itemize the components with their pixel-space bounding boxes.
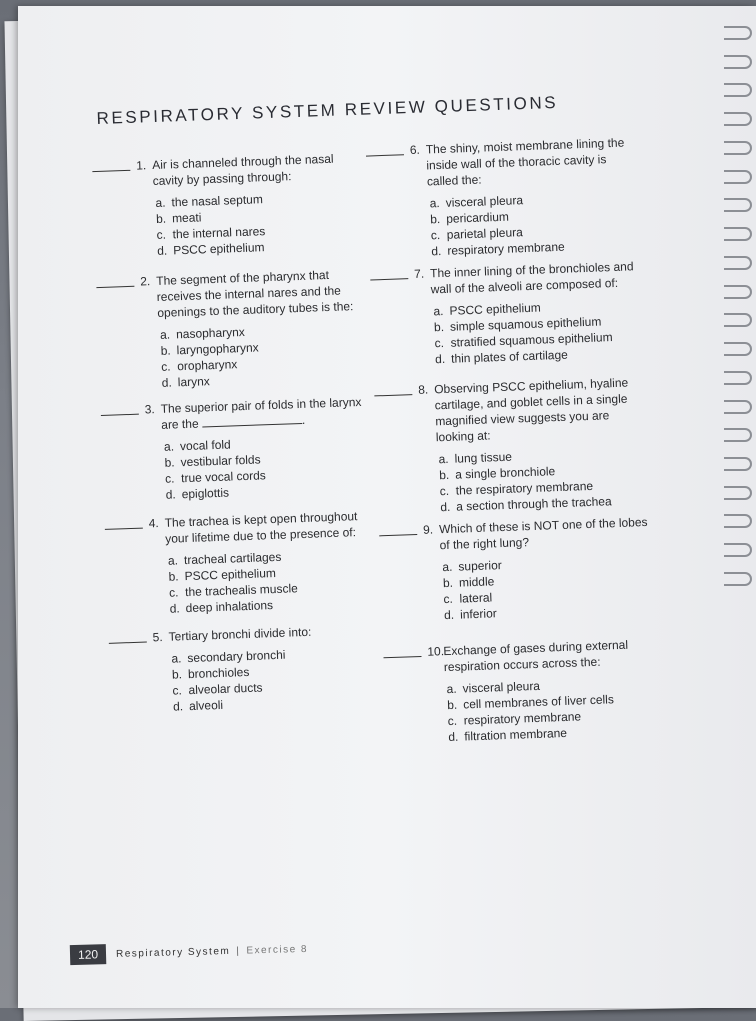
question-1: 1. Air is channeled through the nasal cavity by passing through: a. the nasal septum b. meati c. the internal nares d. PSCC epithelium xyxy=(92,150,365,261)
option-1d: d. PSCC epithelium xyxy=(156,240,265,258)
option-3a: a. vocal fold xyxy=(163,437,231,454)
option-6c: c. parietal pleura xyxy=(430,225,524,243)
option-7c: c. stratified squamous epithelium xyxy=(434,330,613,351)
option-5d: d. alveoli xyxy=(172,697,224,714)
page-title: RESPIRATORY SYSTEM REVIEW QUESTIONS xyxy=(96,92,559,128)
option-6d: d. respiratory membrane xyxy=(431,239,565,259)
question-9: 9. Which of these is NOT one of the lobes of the right lung? a. superior b. middle c. lateral d. inferior xyxy=(379,514,652,625)
answer-blank-9[interactable] xyxy=(379,522,417,536)
page-number: 120 xyxy=(70,944,107,965)
option-6b: b. pericardium xyxy=(430,209,510,227)
option-9b: b. middle xyxy=(442,574,495,591)
question-7: 7. The inner lining of the bronchioles and wall of the alveoli are composed of: a. PSCC epithelium b. simple squamous epithelium c. stratified squamous epithelium d. thin plates of cartilage xyxy=(370,258,643,369)
option-4a: a. tracheal cartilages xyxy=(167,549,282,568)
answer-blank-5[interactable] xyxy=(108,630,146,644)
option-3c: c. true vocal cords xyxy=(164,468,267,486)
answer-blank-2[interactable] xyxy=(96,274,134,288)
fill-in-blank-3[interactable] xyxy=(202,413,302,427)
option-4c: c. the trachealis muscle xyxy=(168,581,299,600)
option-3b: b. vestibular folds xyxy=(164,452,261,470)
option-10c: c. respiratory membrane xyxy=(447,709,582,729)
answer-blank-1[interactable] xyxy=(92,158,130,172)
footer-section: Respiratory System xyxy=(115,945,231,960)
answer-blank-7[interactable] xyxy=(370,266,408,280)
option-8a: a. lung tissue xyxy=(438,449,513,467)
option-10d: d. filtration membrane xyxy=(448,725,568,745)
option-2b: b. laryngopharynx xyxy=(160,340,259,358)
option-2d: d. larynx xyxy=(161,374,211,390)
answer-blank-8[interactable] xyxy=(374,382,412,396)
option-9a: a. superior xyxy=(442,558,502,575)
option-7d: d. thin plates of cartilage xyxy=(434,347,569,367)
right-column xyxy=(366,134,648,745)
option-2a: a. nasopharynx xyxy=(159,324,246,342)
option-10a: a. visceral pleura xyxy=(446,678,541,697)
option-5a: a. secondary bronchi xyxy=(171,647,286,666)
question-6: 6. The shiny, moist membrane lining the inside wall of the thoracic cavity is called the: a. visceral pleura b. pericardium c. parietal pleura d. respiratory membrane xyxy=(366,134,640,261)
option-1a: a. the nasal septum xyxy=(155,192,264,210)
option-4b: b. PSCC epithelium xyxy=(168,565,277,584)
option-4d: d. deep inhalations xyxy=(169,598,274,616)
option-3d: d. epiglottis xyxy=(165,485,230,502)
question-5: 5. Tertiary bronchi divide into: a. secondary bronchi b. bronchioles c. alveolar ducts d. alveoli xyxy=(108,621,381,716)
option-7b: b. simple squamous epithelium xyxy=(433,314,602,335)
option-5b: b. bronchioles xyxy=(171,664,250,682)
question-3: 3. The superior pair of folds in the larynx are the . a. vocal fold b. vestibular folds c. true vocal cords d. epiglottis xyxy=(100,394,373,505)
option-6a: a. visceral pleura xyxy=(429,193,524,211)
option-9c: c. lateral xyxy=(443,590,493,607)
option-7a: a. PSCC epithelium xyxy=(433,300,542,319)
question-8: 8. Observing PSCC epithelium, hyaline cartilage, and goblet cells in a single magnified view suggests you are looking at: a. lung tissue b. a single bronchiole c. the respiratory membrane d. a section through the trachea xyxy=(374,374,649,517)
answer-blank-3[interactable] xyxy=(100,402,138,416)
footer-separator: | xyxy=(236,945,241,957)
option-9d: d. inferior xyxy=(443,606,497,623)
footer-exercise: Exercise 8 xyxy=(246,943,309,956)
question-2: 2. The segment of the pharynx that receives the internal nares and the openings to the auditory tubes is the: a. nasopharynx b. laryngopharynx c. oropharynx d. larynx xyxy=(96,266,370,393)
option-10b: b. cell membranes of liver cells xyxy=(446,692,615,713)
option-8c: c. the respiratory membrane xyxy=(439,478,594,499)
question-10: 10. Exchange of gases during external respiration occurs across the: a. visceral pleura b. cell membranes of liver cells c. respiratory membrane d. filtration membrane xyxy=(383,636,656,747)
spiral-binding xyxy=(718,26,752,586)
option-8b: b. a single bronchiole xyxy=(438,464,556,483)
option-1c: c. the internal nares xyxy=(156,224,266,242)
option-2c: c. oropharynx xyxy=(160,357,238,374)
answer-blank-6[interactable] xyxy=(366,142,404,156)
option-8d: d. a section through the trachea xyxy=(440,494,612,515)
answer-blank-10[interactable] xyxy=(383,644,421,658)
answer-blank-4[interactable] xyxy=(104,516,142,530)
question-4: 4. The trachea is kept open throughout your lifetime due to the presence of: a. tracheal cartilages b. PSCC epithelium c. the trachealis muscle d. deep inhalations xyxy=(104,508,377,619)
left-column xyxy=(92,150,362,714)
option-1b: b. meati xyxy=(155,210,202,226)
option-5c: c. alveolar ducts xyxy=(172,680,263,698)
